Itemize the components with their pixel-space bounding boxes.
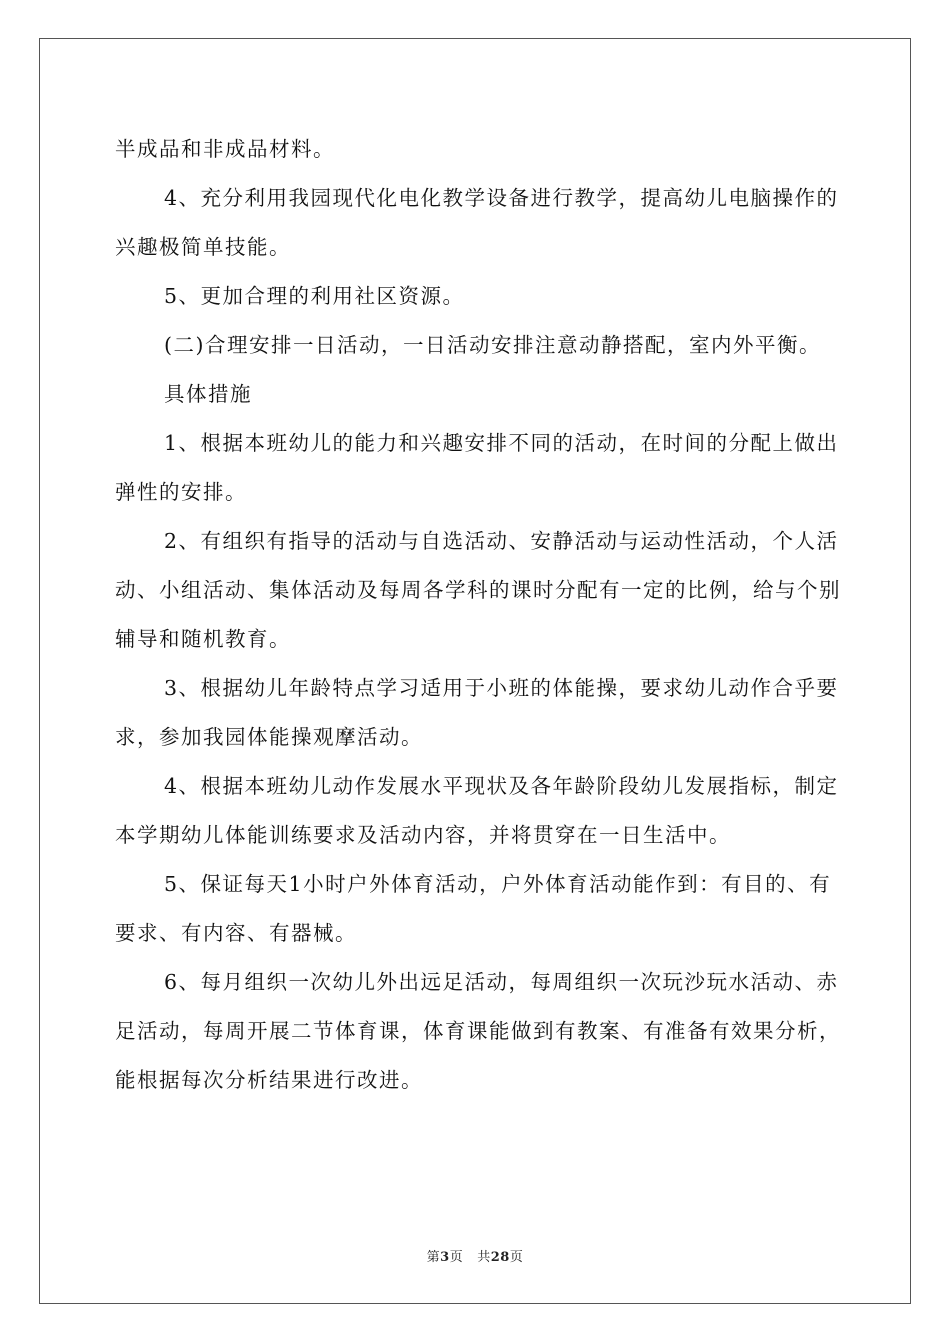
- page-footer: [0, 1246, 950, 1265]
- total-prefix: 共: [477, 1250, 491, 1265]
- paragraph-6: 1、根据本班幼儿的能力和兴趣安排不同的活动，在时间的分配上做出弹性的安排。: [115, 431, 839, 504]
- page-prefix: 第: [426, 1250, 441, 1265]
- paragraph-10: 5、保证每天1小时户外体育活动，户外体育活动能作到：有目的、有要求、有内容、有器械。: [115, 872, 832, 945]
- paragraph-2: 4、充分利用我园现代化电化教学设备进行教学，提高幼儿电脑操作的兴趣极简单技能。: [115, 186, 839, 259]
- document-body: [115, 125, 845, 1105]
- page-number: 3: [440, 1250, 450, 1265]
- page-suffix: 页: [449, 1250, 464, 1265]
- paragraph-4: (二)合理安排一日活动，一日活动安排注意动静搭配，室内外平衡。: [164, 333, 821, 357]
- total-suffix: 页: [509, 1250, 524, 1265]
- paragraph-11: 6、每月组织一次幼儿外出远足活动，每周组织一次玩沙玩水活动、赤足活动，每周开展二节体育课，体育课能做到有教案、有准备有效果分析，能根据每次分析结果进行改进。: [115, 970, 841, 1092]
- paragraph-1: 半成品和非成品材料。: [115, 137, 335, 161]
- paragraph-7: 2、有组织有指导的活动与自选活动、安静活动与运动性活动，个人活动、小组活动、集体活动及每周各学科的课时分配有一定的比例，给与个别辅导和随机教育。: [115, 529, 841, 651]
- paragraph-3: 5、更加合理的利用社区资源。: [164, 284, 465, 308]
- paragraph-9: 4、根据本班幼儿动作发展水平现状及各年龄阶段幼儿发展指标，制定本学期幼儿体能训练要求及活动内容，并将贯穿在一日生活中。: [115, 774, 839, 847]
- total-pages: 28: [490, 1250, 510, 1265]
- paragraph-8: 3、根据幼儿年龄特点学习适用于小班的体能操，要求幼儿动作合乎要求，参加我园体能操观摩活动。: [115, 676, 839, 749]
- section-heading: 具体措施: [164, 382, 252, 406]
